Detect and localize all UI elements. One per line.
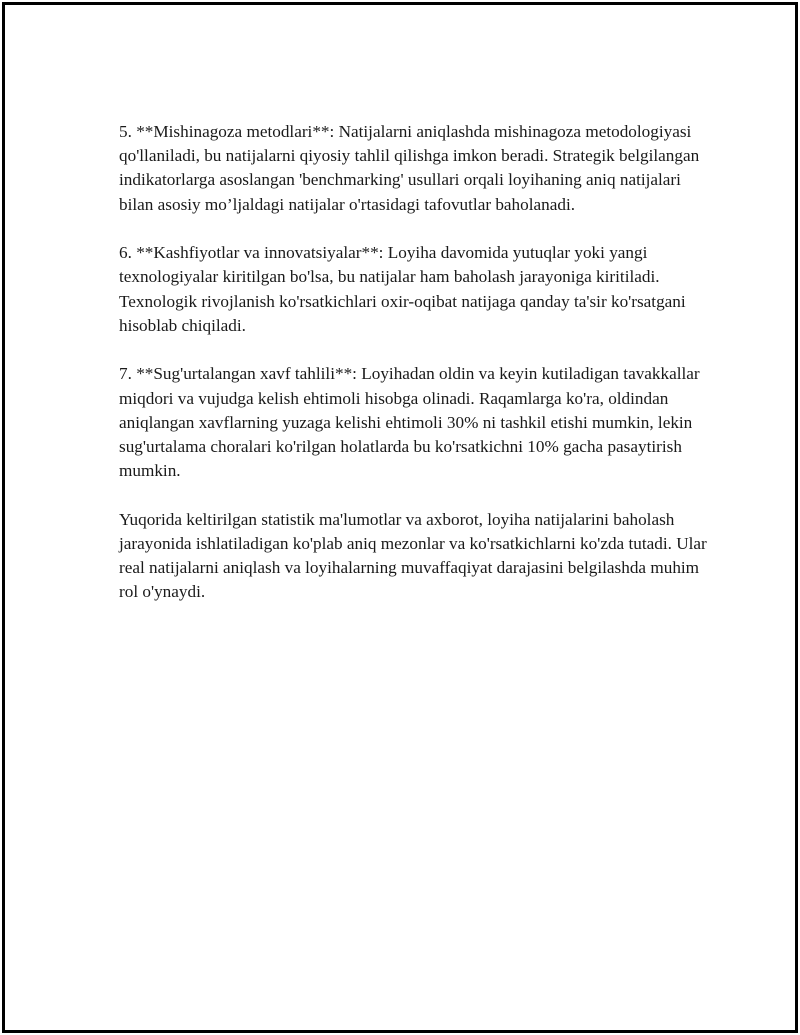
document-body [119, 120, 709, 629]
paragraph-conclusion: Yuqorida keltirilgan statistik ma'lumotlar va axborot, loyiha natijalarini baholash jarayonida ishlatiladigan ko'plab aniq mezonlar va ko'rsatkichlarni ko'zda tutadi. Ular real natijalarni aniqlash va loyihalarning muvaffaqiyat darajasini belgilashda muhim rol o'ynaydi. [119, 509, 707, 602]
paragraph-discoveries-innovations: 6. **Kashfiyotlar va innovatsiyalar**: Loyiha davomida yutuqlar yoki yangi texnologiyalar kiritilgan bo'lsa, bu natijalar ham baholash jarayoniga kiritiladi. Texnologik rivojlanish ko'rsatkichlari oxir-oqibat natijaga qanday ta'sir ko'rsatgani hisoblab chiqiladi. [119, 243, 686, 335]
paragraph-insured-risk-analysis: 7. **Sug'urtalangan xavf tahlili**: Loyihadan oldin va keyin kutiladigan tavakkallar miqdori va vujudga kelish ehtimoli hisobga olinadi. Raqamlarga ko'ra, oldindan aniqlangan xavflarning yuzaga kelishi ehtimoli 30% ni tashkil etishi mumkin, lekin sug'urtalama choralari ko'rilgan holatlarda bu ko'rsatkichni 10% gacha pasaytirish mumkin. [119, 364, 700, 481]
paragraph-mishinagoza-methods: 5. **Mishinagoza metodlari**: Natijalarni aniqlashda mishinagoza metodologiyasi qo'llaniladi, bu natijalarni qiyosiy tahlil qilishga imkon beradi. Strategik belgilangan indikatorlarga asoslangan 'benchmarking' usullari orqali loyihaning aniq natijalari bilan asosiy mo’ljaldagi natijalar o'rtasidagi tafovutlar baholanadi. [119, 122, 700, 214]
document-page [2, 2, 798, 1033]
